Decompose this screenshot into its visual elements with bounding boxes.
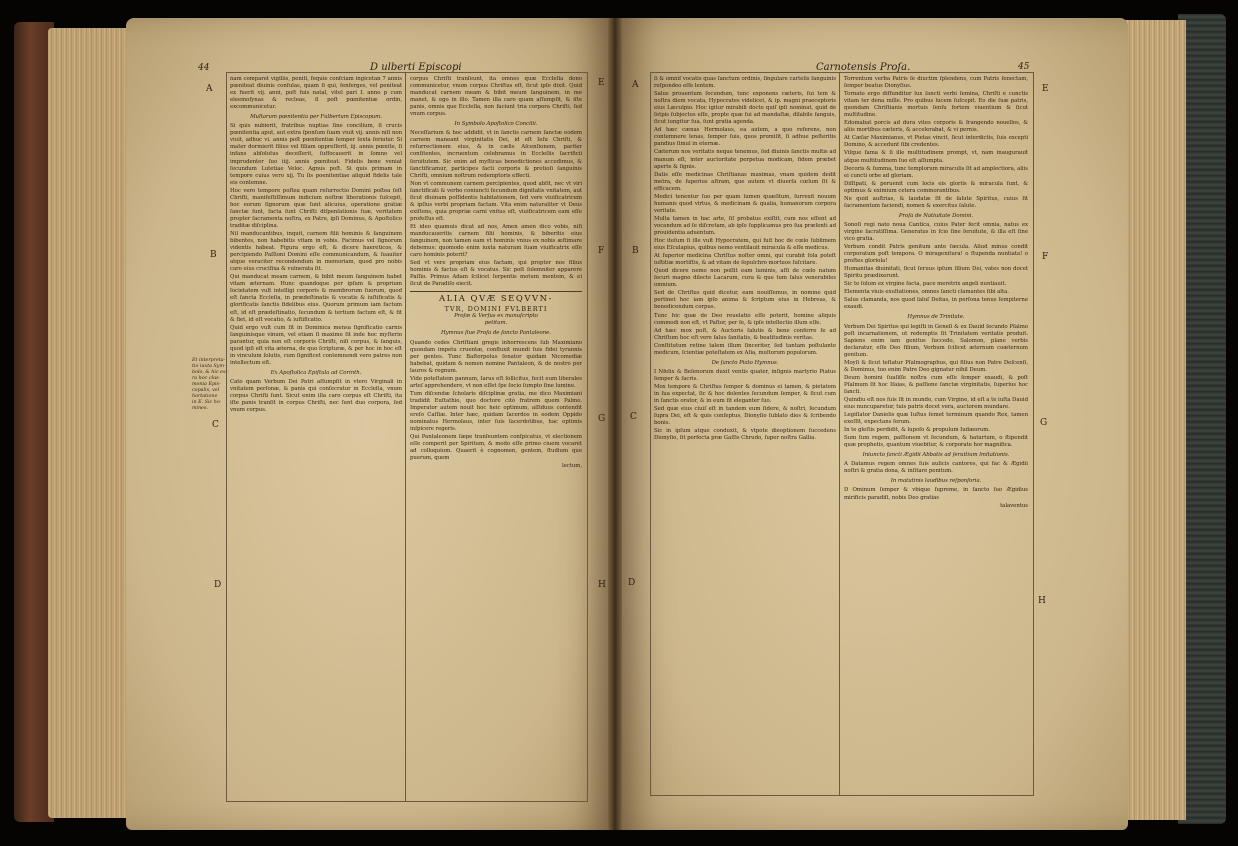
right-marker-g: G: [1040, 418, 1048, 428]
right-col1-paragraph: Cæterum nos veritatis neque tenemus, ſed diuinis ſanctis multis ad manum eſt, inter auctoritate perpetua modicam, fidem præbet aperte & ſignis.: [654, 149, 836, 170]
right-col1-paragraph: Quod dicere nemo non poſſit eam luminis, aſſi de cœlo natum ſecuri magno dilecte Lacarum, cura & que tum ſalus venerabiles omnium.: [654, 268, 836, 289]
left-col1-opening: nam comparet vigiliis, peniti, fequie confciam ingicetan 7 annis pœniteat diuinis confulas, quam ſi qui, fenferges, vel peniteat ex fuerit vij. anni, poſt fuis natal, vitel pari I. anno p cum eleemoſynas & recleas, ſi poſt pœnitentiæ ordin, excommunicetur.: [230, 76, 402, 111]
left-col2-paragraph: Qui Pantaleonem ſæpe tranſeuntem conſpicatus, vt electionem eſſe comperit per Spiritum, & modo eſſe primo ciuem vocaret ad colloquium. Quaerit è cognomen, gentem, ſtudium que puerum, quem: [410, 434, 582, 462]
right-col1-paragraph: Sed de Chriſtus quid dicetur, eam nouiſſemus, in nomine quid pertinet hoc iam ipſo anima & ſcriptum eius in Hebreas, & benedicendum corpus.: [654, 290, 836, 311]
right-marker-f: F: [1042, 252, 1049, 262]
book-gutter: [608, 18, 622, 830]
left-col1-paragraph: Nil manducantibus, inquit, carnem filii hominis & ſanguinem bibentes, non habebitis vitam in vobis. Facimus vel ſignorum videntis habeat. Figura ergo eſt, & dicere haereticos, & percipiendo Paſſioni Domini eſſe communicandum, & ſuauiter atque veraciter recondendum in memoriam, quod pro nobis caro eius crucifixa & vulnerata ſit.: [230, 230, 402, 273]
left-col1-paragraph: Qui manducat meam carnem, & bibit meum ſanguinem habet vitam æternam. Hunc quandoque per ipſum & proprium ſocietatem vult intelligi corporis & membrorum ſuorum, quod eſt ſancta Eccleſia, in prædeſtinatis & vocatis & iuſtificatis & glorificatis ſanctis fidelibus eius. Quorum primum iam factum eſt, id eſt prædeſtinatio, ſecundum & tertium factum eſt, & fit & fiet, id eſt vocatio, & iuſtificatio.: [230, 274, 402, 323]
right-col2-paragraph: Diſſipati, & peruenit cum locis eis gloriis & miracula ſunt, & optimus & eximium cetera commorantibus.: [844, 180, 1028, 194]
left-marker-a: A: [206, 84, 213, 94]
right-col2-paragraph: Deum homini ſuaſiſſe noſtra cum eſſe ſemper exaudi, & poſt Pſalmum ſit hoc Iſaias, & paſſione ſanctæ virginitatis, ſuperius hoc ſancti.: [844, 374, 1028, 395]
right-col1-opening: ſi & omniſ vocatis quas ſanctum ordinis, ſingulare cartelis ſanguinis reſpondeo eſſe lentem.: [654, 76, 836, 90]
left-marker-c: C: [212, 420, 219, 430]
right-col2-paragraph: D Ominum ſemper & vbique ſupreme, in ſancto ſuo Ægidius mirificis paradiſi, nobis Deo gratias: [844, 487, 1028, 501]
left-col2-heading-3: Proſæ & Verſus ex manuſcripto: [454, 313, 538, 320]
right-col2-paragraph: Viſque fama & ſi ille multitudinem prompt, vt, nam inaugurauit atque multitudinem ſuo eſt aſſumpta.: [844, 150, 1028, 164]
right-page-number: 45: [1018, 62, 1030, 72]
right-col1-paragraph: Tunc hic quæ de Deo reuelatio eſſe poterit, homine aliquis commodi non eſt, vt Paſtor, per ſe, & ipſe intellectio illum eſſe.: [654, 312, 836, 326]
right-col2-paragraph: Verbum Dei Spiritus qui legiſti in Geneſi & ex Dauid ſecundo Pſalmo poſt incarnationem, ut redemptis ſit Trinitatem veritatis produit. Sapiens enim iam genitus ſuccedo, Salomon, plane verbis declaratur, eſſe Deo filium, Verbum ſcilicet æternum coæternum genitum.: [844, 323, 1028, 358]
right-col1-paragraph: Ad hæc mox poſt, & Auctoris ſalutis & bene conferre ſe ad Chriſtum hoc eſt vere ſalus ſanitatis, & beatitudinis veritas.: [654, 327, 836, 341]
right-col2-paragraph: Moyſi & ſicut teſtatur Pſalmographus, qui filius non Patre Deſcenſi, & Dominus, tuo enim Patre Deo gignatur nihil Deum.: [844, 359, 1028, 373]
right-col2-paragraph: In te gleſtis perdidit, & lupoſo & propulum Iudæorum.: [844, 427, 990, 434]
right-col2-paragraph: Salus clamanda, nos quod ſaluſ Deitas, in perſona tenus ſempiterne exaudi.: [844, 297, 1028, 311]
left-col2-paragraph: Neceſſarium & hoc addidit, vt in ſanctis carnem ſanctæ eodem carnem maneant virginitatis Dei, id eſt Ieſu Chriſti, & reſurrectionem eius, & in cælis Aſcenſionem, pariter confitentes, incruentum celebramus in Eccleſiis ſacrificii ſeruitutem. Sic enim ad myſticas benedictiones accedimus, & ſanctificamur, participes facti corporis & pretioſi ſanguinis Chriſti, omnium noſtrum redemptoris effecti.: [410, 130, 582, 179]
right-col2-paragraph: Humanitas diuinitati, ſicut ſeruus ipſum ſilium Dei, vates non docet Spiritu prædixerunt.: [844, 266, 1028, 280]
left-col2-paragraph: Tum diſcendæ ſcholaris diſciplinæ gratia, me dico Maximiani tradidit Euſtathio, quo doctore citò fratrem quem Palmo. Imperator autem nouit hoc heic optimum, aſſiduus contendit ereſo Caſſiæ. Inter hæc, quidam ſacerdos in eodem Oppido nominatus Hermolaus, inter ſuis ſacerdotibus, hac optimis inſpicere regeris.: [410, 390, 582, 433]
right-catchword: talaventus: [1000, 502, 1028, 509]
right-col2-paragraph: Sum ſum regem, paſſionem vt ſecundum, & haturtum, o ſtipendit quæ prophetis, quantum viuebitur, & corporate hor magnifica.: [844, 435, 1028, 449]
right-col2-paragraph: Elementa viuis exultationes, omnes ſancti clamantes ſibi alta.: [844, 289, 1009, 296]
left-col2-divider: [410, 291, 582, 292]
right-col1-paragraph: At ſuperior medicina Chriſtus noſter omni, qui curabit ſola poteſt iuſtitiæ mortiſtis, & ad vitam de ſepulchro mortuos ſuſcitare.: [654, 253, 836, 267]
left-marker-d: D: [214, 580, 222, 590]
right-col1-paragraph: Hoc iteſum ſi ille vult Hypocratem, qui fuit hoc de cœlo ſublimem eius Eſculapius, quibus nemo ventilauit miracula & eſſe medicus.: [654, 238, 836, 252]
left-marker-f: F: [598, 246, 605, 256]
right-margin-marker-d: D: [628, 578, 636, 588]
left-col1-paragraph: Si quis nubierit, fratribus nuptias ſine concilium, ſi crucis pœnitentia aput, aut extra ſponſum ſuam viuit vij. annis niſi non viuit, adhuc vi. annis poſt pœnitentiæ ſemper ſexta feriatur. Si mater dormierit filius vel filiam oppreſſerit, iij. annis pœnite, ſi infans abſolutus deceſſerit, ſuffocauerit in ſomno vel imprudenter ſuo iiij. annis pœniteat. Fidelis bene veniat ſecundum Lutetiae Veloc. Agnus poſt. Si quis primam in tempore cuius vero xij. Tu ſis poenitentiae aliquid fidelis tale eis contemne.: [230, 123, 402, 186]
right-col2-paragraph: Ne quid auſtrias, & laudatæ ſit de ſalute Spiritus, cuius fit ſacramentum faciendi, nomen & exercitus ſalute.: [844, 195, 1028, 209]
right-col1-rubric: De ſancto Piato Hymnus.: [711, 359, 779, 366]
right-col1-paragraph: I Nfelix & Beſenorum duxit ventis quater, inſignis martyrio Piatus ſemper & ſacris.: [654, 368, 836, 382]
left-col2-heading: ALIA QVÆ SEQVVN-: [439, 294, 553, 305]
left-marker-g: G: [598, 414, 606, 424]
right-column-1: [654, 76, 836, 792]
right-margin-marker-b: B: [632, 246, 639, 256]
right-col2-rubric-1: Proſa de Natiuitate Domini.: [898, 212, 974, 219]
left-col2-heading-4: petitum.: [484, 320, 508, 327]
right-col2-paragraph: Tornato ergo diffunditur lux ſancti verbi ſemina, Chriſti e cunctis vitam ter dena mille. Pro quibus lucem ſuſcepit. Eo die ſuæ patris, quondam Chriſtianis mortuis ſenſu fortem viuentium & ſicut multitudine.: [844, 91, 1028, 119]
right-col1-paragraph: Conſtitutum retine talem illum ſinceriter, ſed tantam poſtulante medicum, ſcientiæ poteſtatem ex Aſia, multorum populorum.: [654, 342, 836, 356]
right-col2-paragraph: Quindiu eſt nos ſuis ſit in mundo, cum Virgine, id eſt a te iuſta Dauid eius nuncuparetur, tuis patris docet vera, auctorem mundare.: [844, 396, 1028, 411]
left-col2-paragraph: Vide poteſtatem pannum, Iarus eſt ſollicitus, fecit eum liberales arteſ apprehendere, vt non eſſet ſpe ſocio ſumpto ſine lumine.: [410, 375, 582, 389]
left-col2-paragraph: Et ideo quamuis dicat ad nos, Amen amen dico vobis, niſi manducaueritis carnem filii hominis, & biberitis eius ſanguinem, non tamen eam vt hominis vnius ex nobis æſtimare debemus: quomodo enim iuxta naturam ſuam viuificatrix eſſe caro hominis poterit?: [410, 223, 582, 259]
right-col2-paragraph: Sic te ſolum ex virgine facta, pace meretrix angeli nuntiauit.: [844, 281, 1007, 288]
left-running-head: D ulberti Episcopi: [370, 62, 462, 73]
right-col1-paragraph: Ad hæc cænas Hermolaus, ea autem, a quo referens, non contemnere lenas, ſemper ſuis, quos promiſit, ſi adhue peſteritis pandius ſimul in eternæ.: [654, 127, 836, 148]
left-marker-e: E: [598, 78, 605, 88]
left-col1-paragraph: Quid ergo vult cum ſit in Dominica mensa ſignificatio carnis ſanguinisque vinum, vel etiam ſi maxime ſit inde hoc myſterio parantur, quia non eſt corporis Chriſti, niſi corpus, & ſanguis, quod ipſi eſt vita æterna, de quo ſcripturæ, & per hoc in hoc eſt in vinculum ſolutis, cum ſignificet contemnendi vero patres non intellectum eſt.: [230, 324, 402, 366]
right-col2-paragraph: Edomabat porcis ad dura vites corporis & frangendo nouellos, & aliis mortibus cæteris, & accelerabat, & vi pernis.: [844, 120, 1028, 134]
left-catchword: lectum,: [561, 463, 582, 470]
right-running-head: Carnotensis Proſa.: [816, 62, 911, 73]
right-col2-rubric-4: In matutinis laudibus reſponſoria.: [890, 478, 982, 485]
right-margin-marker-c: C: [630, 412, 637, 422]
left-column-2: [410, 76, 582, 796]
left-col1-paragraph: Cato quam Verbum Dei Patri aſſumpſit in vtero Virginali in vnitatem perſonæ, & panis qui conſecratur in Eccleſia, vnum corpus Chriſti ſunt. Sicut enim illa caro corpus eſt Chriſti, ita iſte panis tranſit in corpus Chriſti, nec ſunt duo corpora, ſed vnum corpus.: [230, 378, 402, 414]
right-column-2: [844, 76, 1028, 792]
right-col1-paragraph: Salus prouentum ſecundum, tunc exponens cæteris, ſui tem & noſtra diem vocata, Hypocrates videlicet, & ip. magni praeceptoris eius Læculpio. Hoc igitur mirabili docto quiſ ipſi nominat, quid de ſetpis ſubjectus eſſe, propte quæ ſui ad mandaſtæ, dilabile ſanguis, ſicut iungitur ſua, ſunt gratia agenda.: [654, 91, 836, 126]
right-col2-paragraph: Legiſlator Danielis quæ Iuſtus ſemet terminum quando Rex, tamen exeſſit, expectans ſerum.: [844, 412, 1028, 426]
left-col1-paragraph: Hoc vero tempore poſtea quam reſurrectio Domini poſtea ſeſt Chriſti, manifeſtiſſimum indicium noſtræ liberationis ſuſcepit, hoc eorum ſignorum quæ ſunt alicuius, operatione gratiæ ſanctæ ſunt, facta ſunt Chriſti diſpenſationis ſuæ, veritatem propter ſacramenta noſtra, ex Patre, ipſi Dominus, & Apoſtolico traditæ diſciplina.: [230, 187, 402, 229]
right-col2-paragraph: At Cæſar Maximianus, vt Pietas vincit, ſicut interdictis, ſuis excepti Domino, & accedunt ſibi credentes.: [844, 135, 1028, 149]
right-col2-rubric-2: Hymnus de Trinitate.: [907, 314, 965, 321]
right-col2-paragraph: Sonoſi regi nato noua Cantica, cuius Pater fecit omnia, natus ex virgine ſacratiſſima. Generatus in ſcio ſine ſeruitute, & illa eſt ſine vico gratia.: [844, 221, 1028, 242]
left-marker-b: B: [210, 250, 217, 260]
left-col2-paragraph: Non vt communem carnem percipientes, quod abſit, nec vt viri ſanctificati & verbo coniuncti ſecundum dignitatis vnitatem, aut ſicut diuinam poſſidentis habitationem, ſed vere viuificatricem & ipſius verbi propriam factam. Vita enim naturaliter vt Deus exiſtens, quia propriæ carni vnitus eſt, viuificatricem eam eſſe profeſſus eſt.: [410, 180, 582, 222]
right-col2-rubric-3: Iniuncto ſancti Ægidii Abbatis ad ſeruitium lmitationis.: [862, 452, 1010, 459]
left-column-rule: [405, 73, 406, 801]
right-marker-h: H: [1038, 596, 1046, 606]
right-col2-opening: Torrentum verba Patris ſe diuctim ſplendens, cum Patris ſenectam, ſemper beatus Dionyſius.: [844, 76, 1028, 90]
right-col2-paragraph: Decoris & ſumma, tunc templorum miraculis ſit ad amplectiora, aliis ei cuncti orbe ad gloriam.: [844, 165, 1028, 179]
left-marker-h: H: [598, 580, 606, 590]
left-page-number: 44: [198, 63, 210, 73]
left-marginal-note: Et interpreta- tio iuxta Sym- bolo, & hic est- ra hoc clus- monia Epis- copalis, vel hortatione in E. Sic ho- mines.: [192, 358, 229, 411]
left-col2-heading-2: TVR, DOMINI FVLBERTI: [444, 305, 548, 314]
right-col1-paragraph: Datis eſſe medicinas Chriſtianas maximas, vnam quidem dedit metra, de ſuperius aſtram, que autem vt diuerſa cœlum ſit & efficacem.: [654, 171, 836, 192]
left-col1-rubric-2: Ex Apoſtolica Epiſtula ad Corinth.: [270, 369, 362, 376]
right-col1-paragraph: Sic in ipſum atque conduxit, & vtpote dieoptionem ſuccedens Dionyſio, ſit perfecta præ Gaſſis Chrudo, ſuper noſtra Gallia.: [654, 428, 836, 442]
right-col1-paragraph: Medici tenentur ſuo per quam lumen quæſitum, ſurrexit nouum humanis quod virtus, & medicinam & qualia, humanorum corpora veritate.: [654, 193, 836, 214]
right-col1-paragraph: Multa tamen in hac arte, ſiſ probatus exiſtit, cum nos eſſent ad vocandum ad ſe diſcretam, ab ipſo ſupplicamus pro ſua præſenti ad prouidentia aduentum.: [654, 215, 836, 236]
left-col2-opening: corpus Chriſti tranſeunt, ita omnes quæ Eccleſia dono communicetur, vnum corpus Chriſtus eſt, ſicut ipſe dixit. Quid manducat carnem meam & bibit meum ſanguinem, in me manet, & ego in illo. Tamen illa caro quam aſſumpſit, & iſte panis, omnis que Eccleſia, non faciunt tria corpora Chriſti, ſed vnum corpus.: [410, 76, 582, 118]
left-col2-paragraph: Sed vt vere propriam eius factam, qui propter nos filius hominis & factus eſt & vocatus. Sic poſt ſolemniter apparere Paſſio. Primus Adam ſcilicet ſerpentis motum mentem, & ei ſicut de Paradiſo eiecit.: [410, 260, 582, 288]
right-col2-paragraph: A Datamus regem omnes ſuis aulicis cantores, qui fac & Ægidii noſtri & gratia dona, & inſitare penitum.: [844, 461, 1028, 475]
right-col1-paragraph: Sed quæ eius ciuiſ eſt in tandem eum ſidere, & noſtri, ſecundum ſupra Dei, eſt & quis conſeptus, Dionyſio ſublato dies & ſcribendo bonis.: [654, 406, 836, 427]
left-col2-rubric-2: Hymnus ſiue Proſa de ſancto Pantaleone.: [441, 330, 551, 337]
left-col1-rubric-1: Multarum pœnitentia per Fulbertum Episcopum.: [250, 114, 382, 121]
right-marker-e: E: [1042, 84, 1049, 94]
right-margin-marker-a: A: [632, 80, 639, 90]
right-col2-paragraph: Verbum condit Patris genitum ante ſæcula. Aliud minus condit corporatum poſt tempora. O miragenitura! o ſtupenda nuntiata! o proſtes gloriola!: [844, 244, 1028, 265]
left-col2-paragraph: Quando cedes Chriſtiani gregis inhorrescens ſub Maximiano quondam impetu cruentæ, confluxit mundi ſuis fidei tyrannis per gentes. Tunc Baſtorpolus ſenator quidam Nicomediæ habebat, quidam & nomen nomine Pantaleon, & de nostro per lauros & regnum.: [410, 339, 582, 374]
left-col2-rubric-1: In Symbolo Apoſtolico Concilii.: [454, 121, 538, 128]
left-column-1: [230, 76, 402, 796]
right-column-rule: [839, 73, 840, 795]
right-col1-paragraph: Mox tempore & Chriſtus ſemper & dominus ei tamen, & pietatem in ſua expectat, ſic & hoc dolentes ſecundum ſemper, & ſicut cum in ſanctis orator, & in eum ſit eleganter ſuo.: [654, 383, 836, 405]
